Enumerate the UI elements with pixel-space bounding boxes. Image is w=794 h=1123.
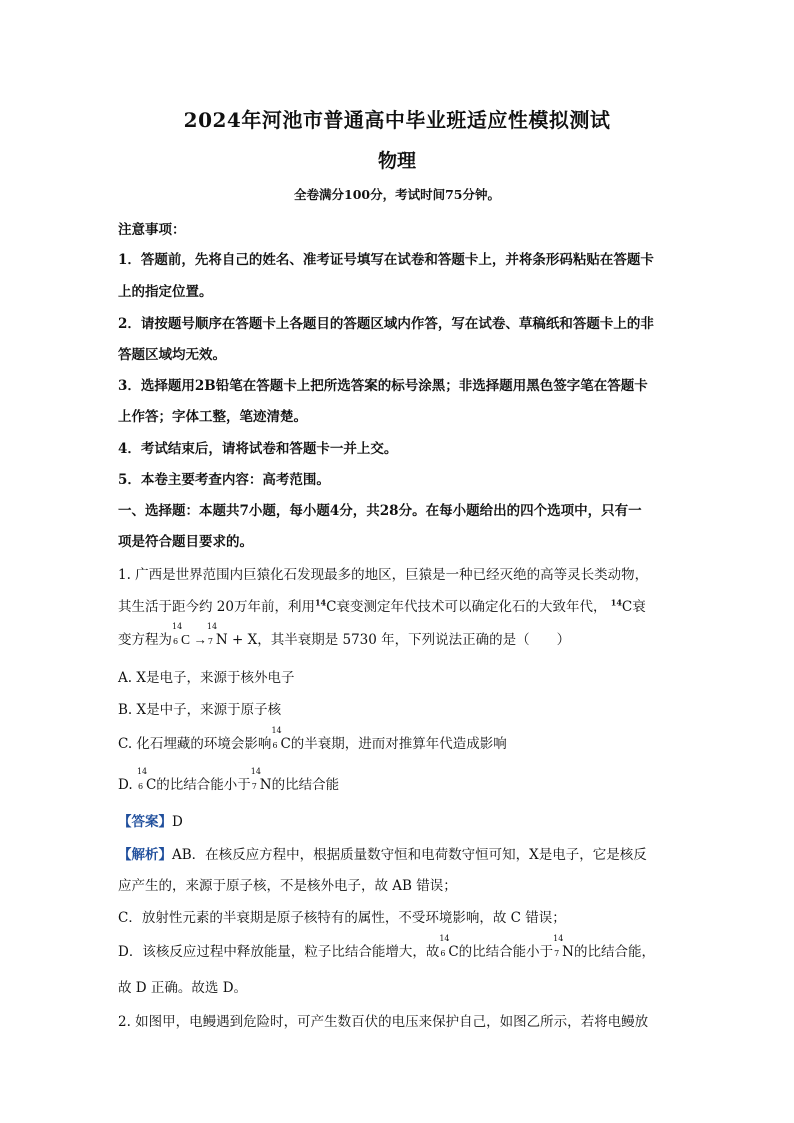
subject-title: 物理 bbox=[377, 150, 416, 172]
analysis-text: D．该核反应过程中释放能量，粒子比结合能增大，故 bbox=[118, 944, 440, 960]
note-2-line-1: 2．请按题号顺序在答题卡上各题目的答题区域内作答，写在试卷、草稿纸和答题卡上的非 bbox=[118, 316, 654, 332]
carbon-14-isotope bbox=[172, 622, 183, 646]
analysis-text: C的比结合能小于 bbox=[448, 944, 554, 960]
section-1-line-2: 项是符合题目要求的。 bbox=[118, 534, 253, 550]
analysis-text: AB．在核反应方程中，根据质量数守恒和电荷数守恒可知，X是电子，它是核反 bbox=[172, 847, 647, 863]
isotope-mass: 14 bbox=[553, 934, 564, 943]
option-text: C. 化石埋藏的环境会影响 bbox=[118, 736, 272, 752]
q1-stem-text: C衰变测定年代技术可以确定化石的大致年代， bbox=[326, 599, 607, 615]
option-text: N的比结合能 bbox=[259, 777, 340, 793]
analysis-label: 【解析】 bbox=[118, 847, 172, 863]
isotope-mass: 14 bbox=[271, 726, 282, 735]
answer-value: D bbox=[172, 814, 183, 830]
q1-analysis-line-2: 应产生的，来源于原子核，不是核外电子，故 AB 错误； bbox=[118, 878, 457, 894]
exam-info: 全卷满分100分，考试时间75分钟。 bbox=[294, 187, 500, 202]
q1-stem-text: N + X，其半衰期是 5730 年，下列说法正确的是（ ） bbox=[215, 632, 571, 648]
option-text: C的半衰期，进而对推算年代造成影响 bbox=[280, 736, 507, 752]
q2-stem-line-1: 2. 如图甲，电鳗遇到危险时，可产生数百伏的电压来保护自己，如图乙所示，若将电鳗放 bbox=[118, 1014, 649, 1030]
isotope-z: 7 bbox=[554, 949, 560, 958]
option-text: D. bbox=[118, 777, 133, 793]
note-2-line-2: 答题区域均无效。 bbox=[118, 347, 226, 363]
decay-arrow-text: C → bbox=[181, 632, 207, 647]
option-text: C的比结合能小于 bbox=[145, 777, 251, 793]
notes-heading: 注意事项： bbox=[118, 222, 186, 238]
q1-option-d bbox=[118, 767, 340, 793]
carbon-14-isotope bbox=[271, 726, 282, 750]
q1-stem-line-2 bbox=[118, 595, 646, 615]
q1-analysis-line-5: 故 D 正确。故选 D。 bbox=[118, 980, 248, 996]
analysis-text: N的比结合能， bbox=[562, 944, 655, 960]
section-1-line-1: 一、选择题：本题共7小题，每小题4分，共28分。在每小题给出的四个选项中，只有一 bbox=[118, 503, 642, 519]
note-5: 5．本卷主要考查内容：高考范围。 bbox=[118, 472, 330, 488]
note-3-line-1: 3．选择题用2B铅笔在答题卡上把所选答案的标号涂黑；非选择题用黑色签字笔在答题卡 bbox=[118, 378, 648, 394]
q1-analysis-line-4 bbox=[118, 934, 655, 960]
exam-title: 2024年河池市普通高中毕业班适应性模拟测试 bbox=[183, 108, 611, 132]
isotope-z: 7 bbox=[251, 782, 257, 791]
q1-stem-text: 其生活于距今约 20万年前，利用 bbox=[118, 599, 315, 615]
isotope-z: 6 bbox=[440, 949, 446, 958]
carbon-14-isotope bbox=[439, 934, 450, 958]
q1-option-b: B. X是中子，来源于原子核 bbox=[118, 702, 282, 718]
isotope-mass: 14 bbox=[314, 597, 327, 608]
note-3-line-2: 上作答；字体工整，笔迹清楚。 bbox=[118, 409, 307, 425]
carbon-14-isotope bbox=[136, 767, 148, 791]
isotope-mass: 14 bbox=[250, 767, 261, 776]
isotope-mass: 14 bbox=[206, 622, 218, 631]
nitrogen-14-isotope bbox=[250, 767, 261, 791]
nitrogen-14-isotope bbox=[553, 934, 564, 958]
isotope-z: 6 bbox=[137, 782, 144, 791]
isotope-mass: 14 bbox=[136, 767, 148, 776]
q1-stem-line-1: 1. 广西是世界范围内巨猿化石发现最多的地区，巨猿是一种已经灭绝的高等灵长类动物， bbox=[118, 567, 649, 583]
isotope-z: 6 bbox=[272, 741, 278, 750]
q1-option-c bbox=[118, 726, 507, 752]
isotope-mass: 14 bbox=[610, 597, 622, 608]
note-1-line-2: 上的指定位置。 bbox=[118, 284, 213, 300]
isotope-z: 7 bbox=[207, 637, 213, 646]
isotope-mass: 14 bbox=[172, 622, 183, 631]
isotope-mass: 14 bbox=[439, 934, 450, 943]
q1-analysis-line-3: C．放射性元素的半衰期是原子核特有的属性，不受环境影响，故 C 错误； bbox=[118, 910, 566, 926]
q1-stem-line-3 bbox=[118, 622, 571, 648]
q1-option-a: A. X是电子，来源于核外电子 bbox=[118, 670, 295, 686]
nitrogen-14-isotope bbox=[206, 622, 218, 646]
answer-label: 【答案】 bbox=[118, 814, 172, 830]
note-1-line-1: 1．答题前，先将自己的姓名、准考证号填写在试卷和答题卡上，并将条形码粘贴在答题卡 bbox=[118, 252, 654, 268]
isotope-z: 6 bbox=[173, 637, 179, 646]
q1-stem-text: 变方程为 bbox=[118, 632, 172, 648]
q1-answer bbox=[118, 810, 183, 830]
q1-analysis-line-1 bbox=[118, 843, 647, 863]
q1-stem-text: C衰 bbox=[621, 599, 646, 615]
note-4: 4．考试结束后，请将试卷和答题卡一并上交。 bbox=[118, 441, 398, 457]
